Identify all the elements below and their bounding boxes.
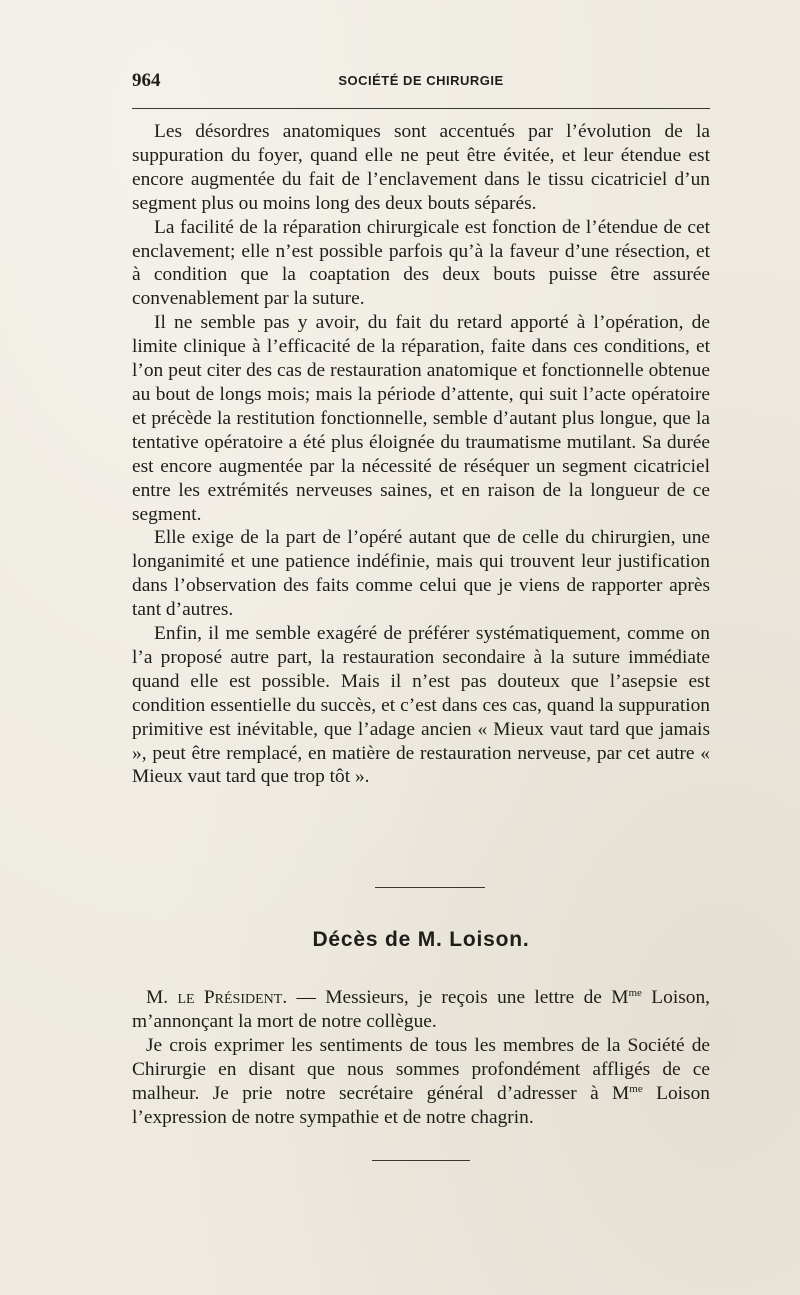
running-title: SOCIÉTÉ DE CHIRURGIE: [338, 73, 504, 88]
superscript: me: [628, 987, 642, 999]
paragraph: Elle exige de la part de l’opéré autant que de celle du chirurgien, une longanimité et une patience indéfinie, mais qui trouvent leur justification dans l’observation des faits comme celui que je viens de rapporter après tant d’autres.: [132, 527, 710, 621]
paragraph: Il ne semble pas y avoir, du fait du retard apporté à l’opération, de limite clinique à l’efficacité de la réparation, faite dans ces conditions, et l’on peut citer des cas de restauration anatomique et fonctionnelle obtenue au bout de longs mois; mais la période d’attente, qui suit l’acte opératoire et précède la restitution fonctionnelle, semble d’autant plus longue, que la tentative opératoire a été plus éloignée du traumatisme mutilant. Sa durée est encore augmentée par la nécessité de réséquer un segment cicatriciel entre les extrémités nerveuses saines, et en raison de la longueur de ce segment.: [132, 312, 710, 525]
body-text: [132, 120, 710, 789]
paragraph: Les désordres anatomiques sont accentués par l’évolution de la suppuration du foyer, quand elle ne peut être évitée, et leur étendue est encore augmentée du fait de l’enclavement dans le tissu cicatriciel d’un segment plus ou moins long des deux bouts séparés.: [132, 121, 710, 214]
paragraph-text: Loison, m’annonçant la mort de notre collègue.: [132, 987, 710, 1032]
section-text: [132, 986, 710, 1129]
section-title: Décès de M. Loison.: [312, 928, 530, 951]
paragraph-text: Je crois exprimer les sentiments de tous les membres de la Société de Chirurgie en disant que nous sommes profondément affligés de ce malheur. Je prie notre secrétaire général d’adresser à M: [132, 1034, 710, 1104]
paragraph-text: — Messieurs, je reçois une lettre de M: [287, 987, 629, 1008]
paragraph: [132, 1034, 710, 1130]
paragraph: La facilité de la réparation chirurgicale est fonction de l’étendue de cet enclavement; elle n’est possible parfois qu’à la faveur d’une résection, et à condition que la coaptation des deux bouts puisse être assurée convenablement par la suture.: [132, 216, 710, 310]
paragraph: [132, 986, 710, 1034]
speaker-m: M.: [146, 987, 169, 1008]
page-header: [132, 70, 710, 100]
separator-rule: [372, 1160, 470, 1161]
page-number: 964: [132, 70, 161, 91]
speaker-title: le Président.: [177, 987, 288, 1008]
header-rule: [132, 108, 710, 109]
separator-rule: [375, 887, 485, 888]
paragraph-text: Loison l’expression de notre sympathie et de notre chagrin.: [132, 1082, 710, 1128]
superscript: me: [629, 1082, 643, 1095]
paragraph: Enfin, il me semble exagéré de préférer systématiquement, comme on l’a proposé autre part, la restauration secondaire à la suture immédiate quand elle est possible. Mais il n’est pas douteux que l’asepsie est condition essentielle du succès, et c’est dans ces cas, quand la suppuration primitive est inévitable, que l’adage ancien « Mieux vaut tard que jamais », peut être remplacé, en matière de restauration nerveuse, par cet autre « Mieux vaut tard que trop tôt ».: [132, 623, 710, 788]
